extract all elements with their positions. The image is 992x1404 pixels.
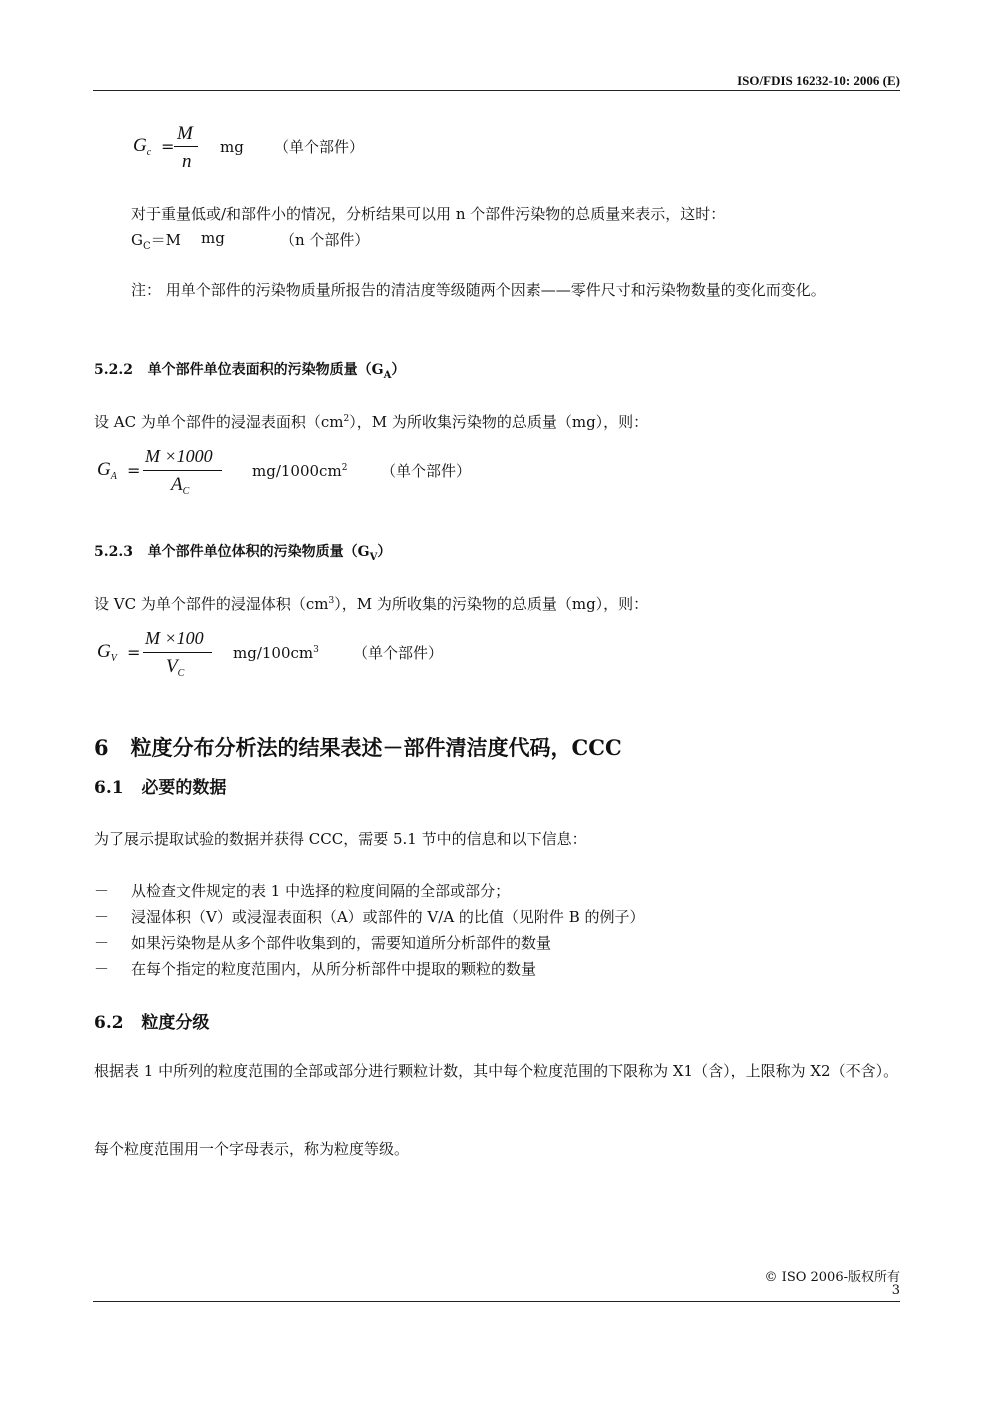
formula-gv-fraction-bar [143,652,212,653]
footer-page-number: 3 [891,1283,900,1298]
formula-ga-unit: $mg/1000cm^2$ [252,462,348,480]
section-62-para2: 每个粒度范围用一个字母表示，称为粒度等级。 [94,1140,410,1158]
list-item: － 从检查文件规定的表 1 中选择的粒度间隔的全部或部分； [94,882,511,900]
list-item: － 在每个指定的粒度范围内，从所分析部件中提取的颗粒的数量 [94,960,537,978]
formula-ga-lhs: $G_A$ [97,459,117,482]
para-low-weight: 对于重量低或/和部件小的情况，分析结果可以用 n 个部件污染物的总质量来表示，这时： [131,205,726,223]
formula-gv-equals: = [127,643,141,662]
footer-rule [93,1301,900,1302]
footer-copyright: © ISO 2006-版权所有 [764,1270,900,1285]
formula-ga-note: （单个部件） [381,462,472,480]
formula-gc2-expr: $G_C=M$ [131,231,181,252]
formula-gv-numerator: M ×100 [145,628,204,648]
formula-gv-denominator: $V_C$ [166,656,185,679]
formula-gc-lhs: $G_c$ [133,135,152,158]
section-523-heading: 5.2.3 单个部件单位体积的污染物质量$(G_V)$ [94,544,392,563]
section-61-heading: 6.1 必要的数据 [94,778,227,798]
header-rule [93,90,900,91]
section-61-intro: 为了展示提取试验的数据并获得 CCC，需要 5.1 节中的信息和以下信息： [94,830,587,848]
list-item: － 如果污染物是从多个部件收集到的，需要知道所分析部件的数量 [94,934,552,952]
formula-ga-numerator: M ×1000 [145,446,213,466]
formula-gv-unit: $mg/100cm^3$ [233,644,319,662]
formula-gc-unit: mg [220,138,244,156]
formula-gc-note: （单个部件） [274,138,365,156]
formula-ga-equals: = [127,461,141,480]
formula-gc2-note: （n 个部件） [280,231,370,249]
formula-gv-lhs: $G_V$ [97,641,117,664]
formula-ga-denominator: $A_C$ [171,474,190,497]
header-doc-id: ISO/FDIS 16232-10: 2006 (E) [737,73,900,88]
section-62-heading: 6.2 粒度分级 [94,1013,210,1033]
section-522-heading: 5.2.2 单个部件单位表面积的污染物质量$(G_A)$ [94,362,406,381]
section-523-text: 设 VC 为单个部件的浸湿体积$(cm^3)$，M 为所收集的污染物的总质量（mg），则： [94,595,649,613]
formula-gv-note: （单个部件） [353,644,444,662]
formula-gc-numerator: M [177,123,193,144]
section-522-text: 设 AC 为单个部件的浸湿表面积$(cm^2)$，M 为所收集污染物的总质量（mg），则： [94,413,649,431]
note-text: 注： 用单个部件的污染物质量所报告的清洁度等级随两个因素——零件尺寸和污染物数量的变化而变化。 [131,281,826,299]
formula-gc-fraction-bar [174,146,198,147]
formula-gc2-unit: mg [201,229,225,247]
formula-gc-equals: = [161,137,175,156]
formula-ga-fraction-bar [143,470,222,471]
section-62-para1: 根据表 1 中所列的粒度范围的全部或部分进行颗粒计数，其中每个粒度范围的下限称为 X1（含），上限称为 X2（不含）。 [94,1062,899,1080]
section-6-heading: 6 粒度分布分析法的结果表述－部件清洁度代码，CCC [94,735,622,760]
list-item: － 浸湿体积（V）或浸湿表面积（A）或部件的 V/A 的比值（见附件 B 的例子） [94,908,645,926]
formula-gc-denominator: n [182,151,192,172]
